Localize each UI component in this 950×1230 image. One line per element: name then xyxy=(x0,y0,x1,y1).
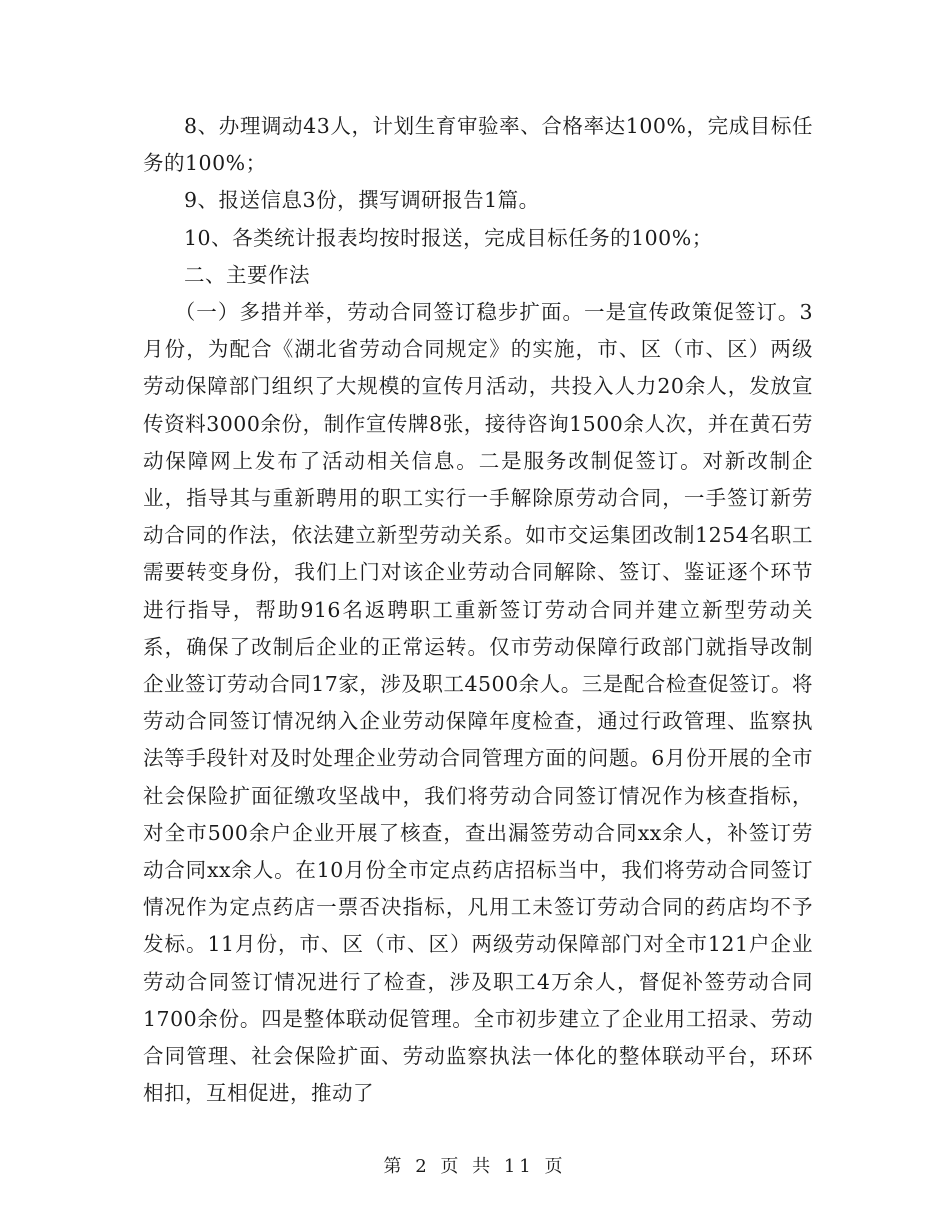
paragraph-item-9: 9、报送信息3份，撰写调研报告1篇。 xyxy=(184,188,540,213)
paragraph-item-8: 8、办理调动43人，计划生育审验率、合格率达100%，完成目标任务的100%； xyxy=(143,114,813,176)
paragraph-labor-contract: （一）多措并举，劳动合同签订稳步扩面。一是宣传政策促签订。3月份，为配合《湖北省劳动合同规定》的实施，市、区（市、区）两级劳动保障部门组织了大规模的宣传月活动，共投入人力20余人，发放宣传资料3000余份，制作宣传牌8张，接待咨询1500余人次，并在黄石劳动保障网上发布了活动相关信息。二是服务改制促签订。对新改制企业，指导其与重新聘用的职工实行一手解除原劳动合同，一手签订新劳动合同的作法，依法建立新型劳动关系。如市交运集团改制1254名职工需要转变身份，我们上门对该企业劳动合同解除、签订、鉴证逐个环节进行指导，帮助916名返聘职工重新签订劳动合同并建立新型劳动关系，确保了改制后企业的正常运转。仅市劳动保障行政部门就指导改制企业签订劳动合同17家，涉及职工4500余人。三是配合检查促签订。将劳动合同签订情况纳入企业劳动保障年度检查，通过行政管理、监察执法等手段针对及时处理企业劳动合同管理方面的问题。6月份开展的全市社会保险扩面征缴攻坚战中，我们将劳动合同签订情况作为核查指标，对全市500余户企业开展了核查，查出漏签劳动合同xx余人，补签订劳动合同xx余人。在10月份全市定点药店招标当中，我们将劳动合同签订情况作为定点药店一票否决指标，凡用工未签订劳动合同的药店均不予发标。11月份，市、区（市、区）两级劳动保障部门对全市121户企业劳动合同签订情况进行了检查，涉及职工4万余人，督促补签劳动合同1700余份。四是整体联动促管理。全市初步建立了企业用工招录、劳动合同管理、社会保险扩面、劳动监察执法一体化的整体联动平台，环环相扣，互相促进，推动了 xyxy=(143,300,813,1106)
document-body xyxy=(143,108,813,1112)
page-number-footer: 第 2 页 共 11 页 xyxy=(383,1156,567,1177)
section-heading-main-methods: 二、主要作法 xyxy=(184,262,310,287)
paragraph-item-10: 10、各类统计报表均按时报送，完成目标任务的100%； xyxy=(184,225,713,250)
